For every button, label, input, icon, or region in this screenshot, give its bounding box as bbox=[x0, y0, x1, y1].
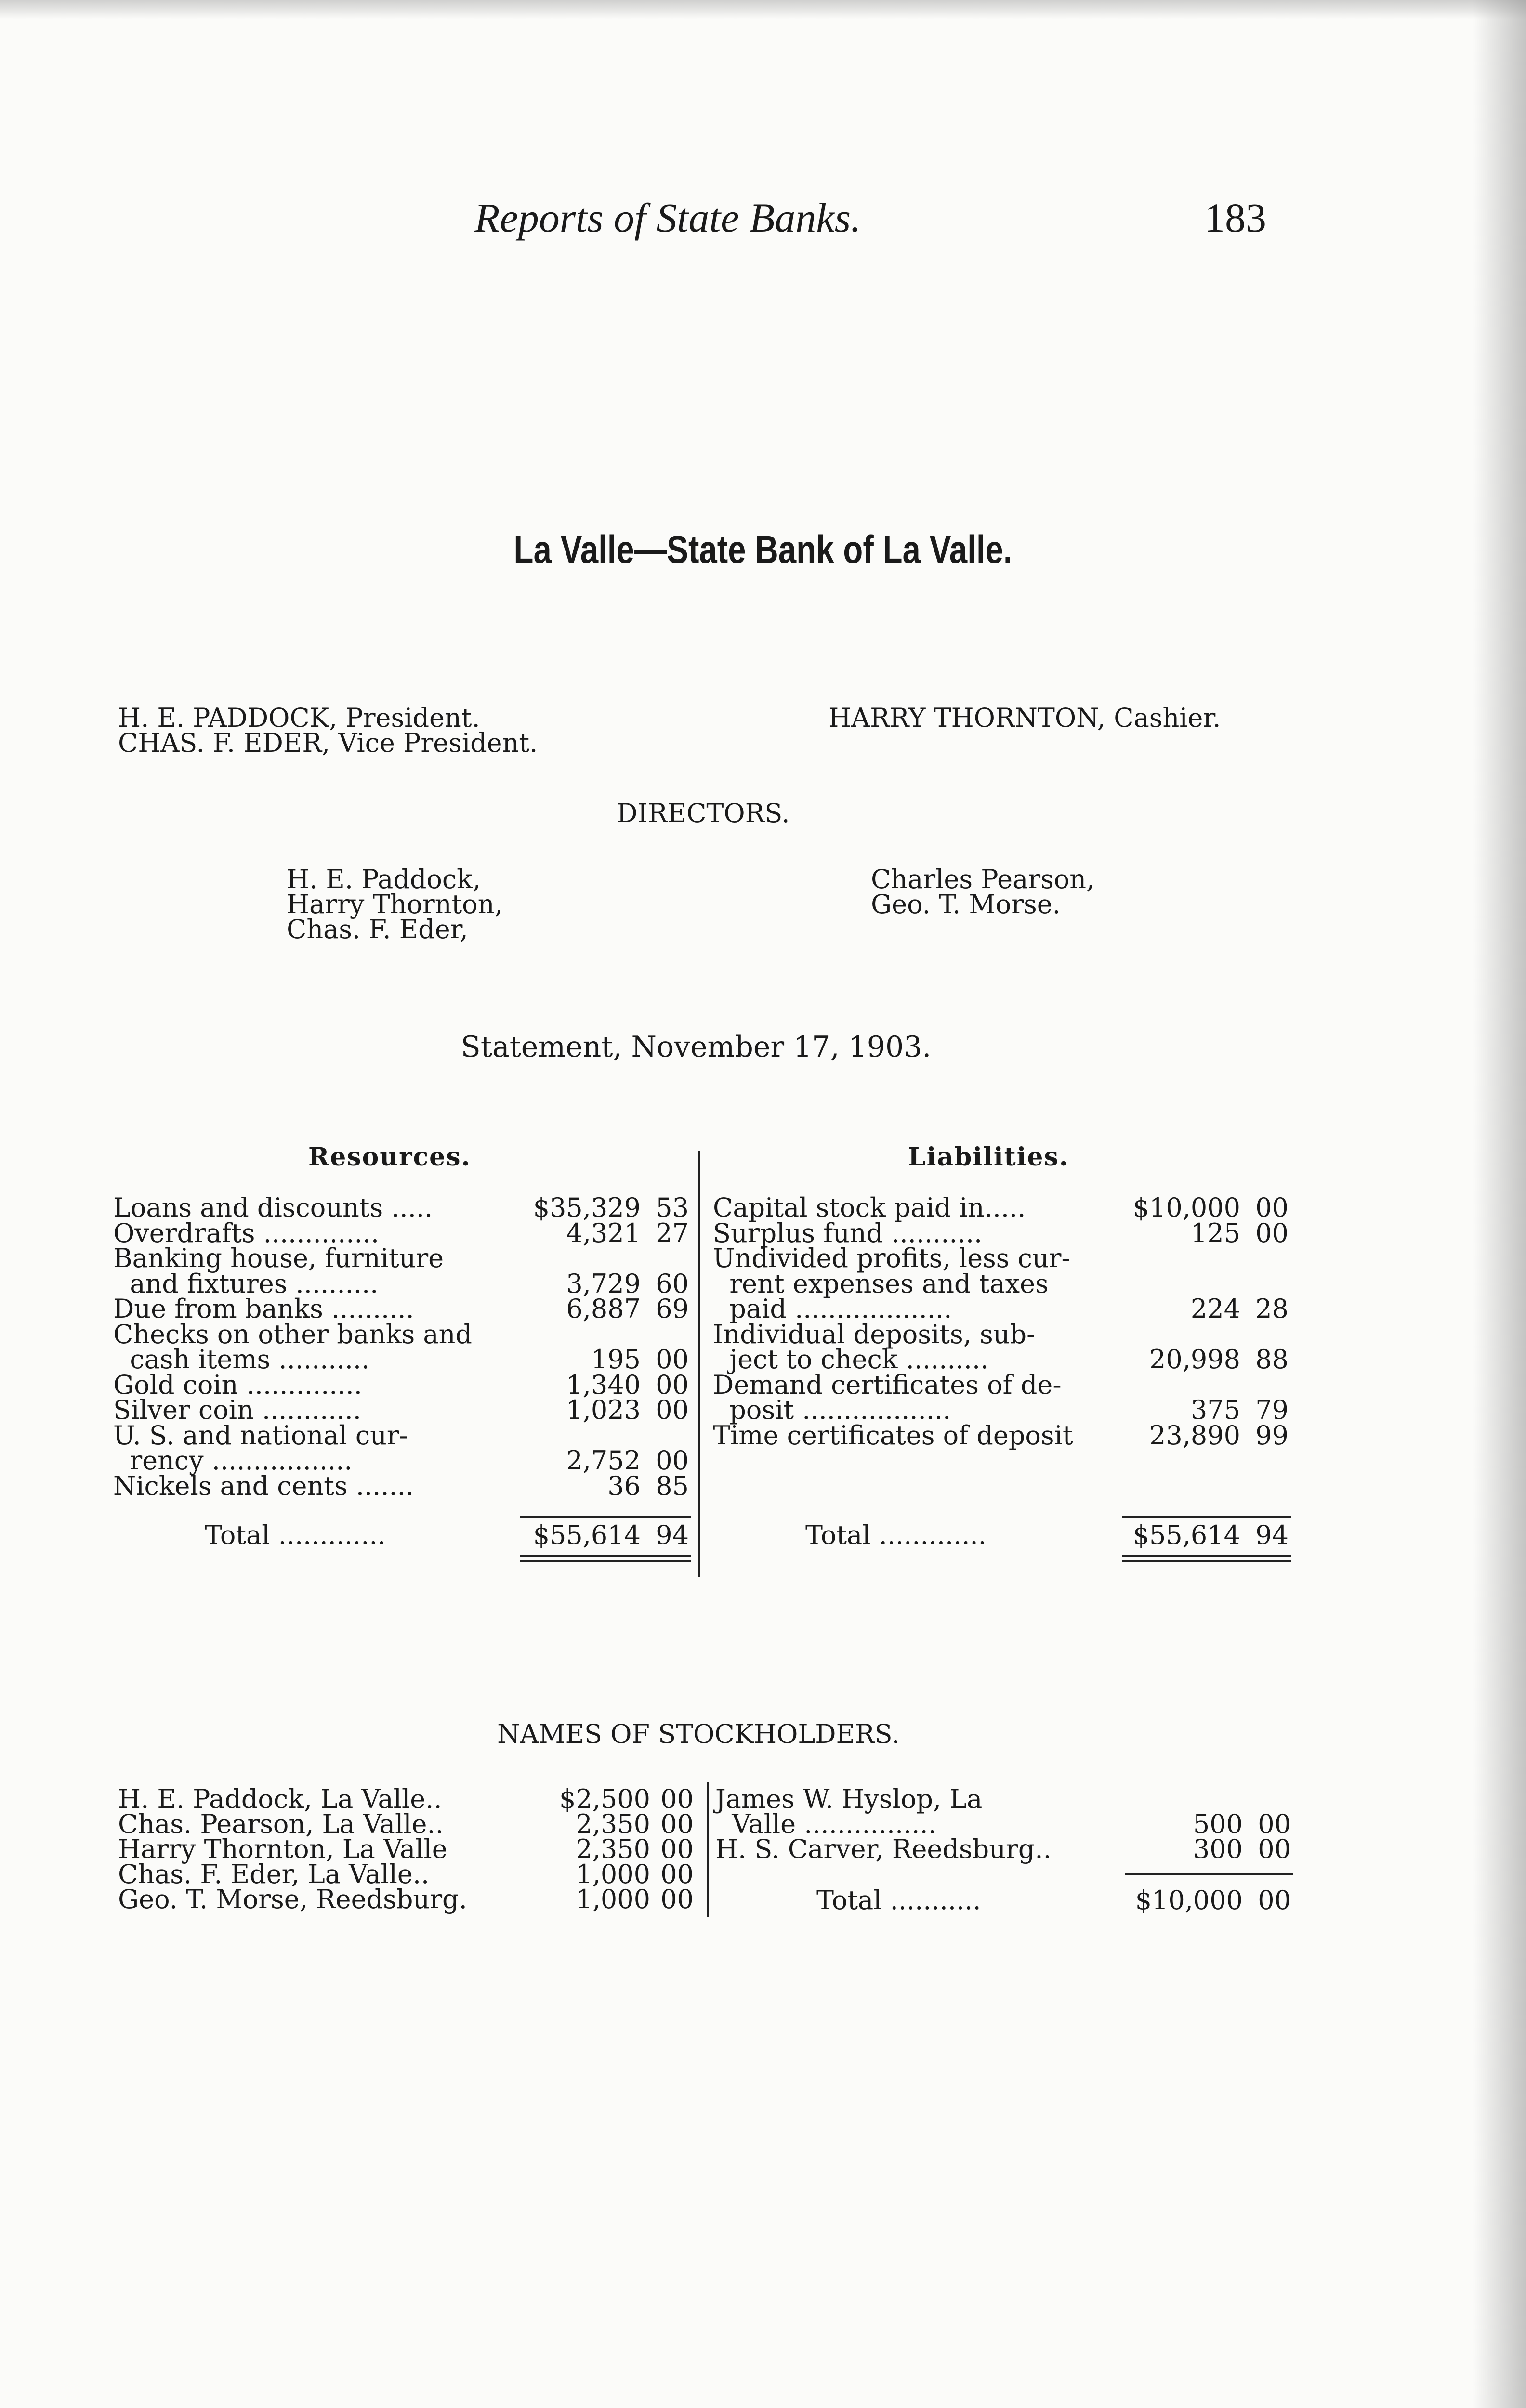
resources-row-dollars: 4,321 bbox=[566, 1217, 641, 1248]
resources-row-label: cash items ........... bbox=[113, 1344, 370, 1374]
resources-row-dollars: 1,023 bbox=[566, 1395, 641, 1425]
statement-date: Statement, November 17, 1903. bbox=[460, 1030, 932, 1064]
liabilities-row-cents: 00 bbox=[1255, 1217, 1289, 1248]
stockholder-row-label: James W. Hyslop, La bbox=[715, 1784, 983, 1814]
resources-row-dollars: $35,329 bbox=[533, 1192, 641, 1223]
liabilities-row-dollars: 125 bbox=[1190, 1217, 1240, 1248]
officer-president: H. E. PADDOCK, President. bbox=[118, 703, 480, 733]
liabilities-row-label: rent expenses and taxes bbox=[713, 1268, 1049, 1299]
liabilities-row-dollars: $10,000 bbox=[1132, 1192, 1240, 1223]
stockholder-row-label: Harry Thornton, La Valle bbox=[118, 1834, 447, 1864]
liabilities-row-label: Individual deposits, sub- bbox=[713, 1319, 1036, 1349]
resources-row-label: U. S. and national cur- bbox=[113, 1420, 408, 1451]
page-edge-shadow-right bbox=[1473, 0, 1526, 2408]
resources-row-cents: 85 bbox=[656, 1470, 689, 1501]
resources-row-label: Nickels and cents ....... bbox=[113, 1470, 414, 1501]
stockholder-row-dollars: 2,350 bbox=[576, 1834, 650, 1864]
stockholder-row-label: H. S. Carver, Reedsburg.. bbox=[715, 1834, 1052, 1864]
resources-row-cents: 00 bbox=[656, 1445, 689, 1476]
stockholders-column-divider bbox=[707, 1782, 709, 1917]
stockholders-heading: NAMES OF STOCKHOLDERS. bbox=[497, 1719, 900, 1749]
stockholder-row-cents: 00 bbox=[660, 1809, 694, 1839]
resources-row-cents: 00 bbox=[656, 1395, 689, 1425]
liabilities-row-cents: 00 bbox=[1255, 1192, 1289, 1223]
stockholder-row-dollars: 1,000 bbox=[576, 1859, 650, 1889]
liabilities-heading: Liabilities. bbox=[908, 1142, 1069, 1172]
resources-total-label: Total ............. bbox=[205, 1520, 386, 1550]
stockholder-row-label: H. E. Paddock, La Valle.. bbox=[118, 1784, 442, 1814]
liabilities-row-label: Capital stock paid in..... bbox=[713, 1192, 1026, 1223]
page-edge-shadow-top bbox=[0, 0, 1526, 19]
stockholder-row-dollars: 300 bbox=[1193, 1834, 1243, 1864]
stockholder-row-dollars: 2,350 bbox=[576, 1809, 650, 1839]
liabilities-total-double-rule-1 bbox=[1122, 1555, 1291, 1557]
resources-row-label: and fixtures .......... bbox=[113, 1268, 379, 1299]
resources-row-cents: 00 bbox=[656, 1369, 689, 1400]
liabilities-row-cents: 79 bbox=[1255, 1395, 1289, 1425]
liabilities-row-label: Demand certificates of de- bbox=[713, 1369, 1062, 1400]
liabilities-total-rule bbox=[1122, 1516, 1291, 1518]
resources-total-rule bbox=[520, 1516, 691, 1518]
liabilities-row-cents: 88 bbox=[1255, 1344, 1289, 1374]
resources-row-label: Gold coin .............. bbox=[113, 1369, 362, 1400]
resources-total-double-rule-2 bbox=[520, 1560, 691, 1562]
liabilities-row-dollars: 224 bbox=[1190, 1294, 1240, 1324]
stockholder-row-cents: 00 bbox=[660, 1834, 694, 1864]
resources-heading: Resources. bbox=[308, 1142, 471, 1172]
director-right-2: Geo. T. Morse. bbox=[871, 889, 1061, 919]
liabilities-row-label: Time certificates of deposit bbox=[713, 1420, 1073, 1451]
stockholders-total-rule bbox=[1125, 1873, 1293, 1875]
running-header-title: Reports of State Banks. bbox=[474, 195, 861, 241]
resources-row-label: Overdrafts .............. bbox=[113, 1217, 379, 1248]
resources-row-cents: 69 bbox=[656, 1294, 689, 1324]
resources-row-label: Checks on other banks and bbox=[113, 1319, 472, 1349]
bank-title: La Valle—State Bank of La Valle. bbox=[513, 528, 1013, 572]
resources-row-label: Loans and discounts ..... bbox=[113, 1192, 433, 1223]
liabilities-total-dollars: $55,614 bbox=[1132, 1520, 1240, 1550]
stockholder-row-cents: 00 bbox=[1258, 1834, 1291, 1864]
officer-cashier: HARRY THORNTON, Cashier. bbox=[829, 703, 1221, 733]
resources-row-dollars: 1,340 bbox=[566, 1369, 641, 1400]
stockholders-total-label: Total ........... bbox=[816, 1885, 981, 1915]
director-right-1: Charles Pearson, bbox=[871, 864, 1095, 894]
liabilities-row-label: ject to check .......... bbox=[713, 1344, 989, 1374]
liabilities-row-cents: 99 bbox=[1255, 1420, 1289, 1451]
resources-row-dollars: 2,752 bbox=[566, 1445, 641, 1476]
liabilities-total-label: Total ............. bbox=[805, 1520, 987, 1550]
liabilities-row-label: Undivided profits, less cur- bbox=[713, 1243, 1070, 1273]
resources-row-label: Due from banks .......... bbox=[113, 1294, 414, 1324]
stockholder-row-dollars: 1,000 bbox=[576, 1884, 650, 1914]
stockholders-total-dollars: $10,000 bbox=[1135, 1885, 1243, 1915]
statement-column-divider bbox=[698, 1151, 700, 1577]
resources-row-cents: 53 bbox=[656, 1192, 689, 1223]
liabilities-row-dollars: 20,998 bbox=[1149, 1344, 1240, 1374]
liabilities-row-dollars: 375 bbox=[1190, 1395, 1240, 1425]
stockholder-row-cents: 00 bbox=[660, 1884, 694, 1914]
resources-row-cents: 27 bbox=[656, 1217, 689, 1248]
resources-row-label: rency ................. bbox=[113, 1445, 353, 1476]
page-number: 183 bbox=[1204, 195, 1266, 241]
stockholder-row-label: Chas. F. Eder, La Valle.. bbox=[118, 1859, 430, 1889]
stockholder-row-label: Geo. T. Morse, Reedsburg. bbox=[118, 1884, 467, 1914]
liabilities-row-dollars: 23,890 bbox=[1149, 1420, 1240, 1451]
liabilities-row-label: Surplus fund ........... bbox=[713, 1217, 983, 1248]
liabilities-total-double-rule-2 bbox=[1122, 1560, 1291, 1562]
director-left-2: Harry Thornton, bbox=[287, 889, 503, 919]
director-left-1: H. E. Paddock, bbox=[287, 864, 481, 894]
stockholder-row-label: Chas. Pearson, La Valle.. bbox=[118, 1809, 444, 1839]
resources-row-cents: 00 bbox=[656, 1344, 689, 1374]
resources-total-dollars: $55,614 bbox=[533, 1520, 641, 1550]
resources-row-dollars: 195 bbox=[591, 1344, 641, 1374]
stockholder-row-dollars: 500 bbox=[1193, 1809, 1243, 1839]
stockholder-row-cents: 00 bbox=[660, 1859, 694, 1889]
resources-total-double-rule-1 bbox=[520, 1555, 691, 1557]
resources-row-dollars: 36 bbox=[607, 1470, 641, 1501]
stockholder-row-label: Valle ................ bbox=[715, 1809, 936, 1839]
resources-total-cents: 94 bbox=[656, 1520, 689, 1550]
liabilities-row-label: posit .................. bbox=[713, 1395, 951, 1425]
resources-row-label: Banking house, furniture bbox=[113, 1243, 444, 1273]
stockholders-total-cents: 00 bbox=[1258, 1885, 1291, 1915]
resources-row-label: Silver coin ............ bbox=[113, 1395, 361, 1425]
stockholder-row-cents: 00 bbox=[660, 1784, 694, 1814]
resources-row-dollars: 3,729 bbox=[566, 1268, 641, 1299]
liabilities-row-cents: 28 bbox=[1255, 1294, 1289, 1324]
liabilities-row-label: paid ................... bbox=[713, 1294, 952, 1324]
stockholder-row-dollars: $2,500 bbox=[559, 1784, 650, 1814]
liabilities-total-cents: 94 bbox=[1255, 1520, 1289, 1550]
director-left-3: Chas. F. Eder, bbox=[287, 914, 468, 944]
officer-vice-president: CHAS. F. EDER, Vice President. bbox=[118, 728, 538, 758]
resources-row-cents: 60 bbox=[656, 1268, 689, 1299]
directors-heading: DIRECTORS. bbox=[617, 798, 790, 828]
resources-row-dollars: 6,887 bbox=[566, 1294, 641, 1324]
stockholder-row-cents: 00 bbox=[1258, 1809, 1291, 1839]
